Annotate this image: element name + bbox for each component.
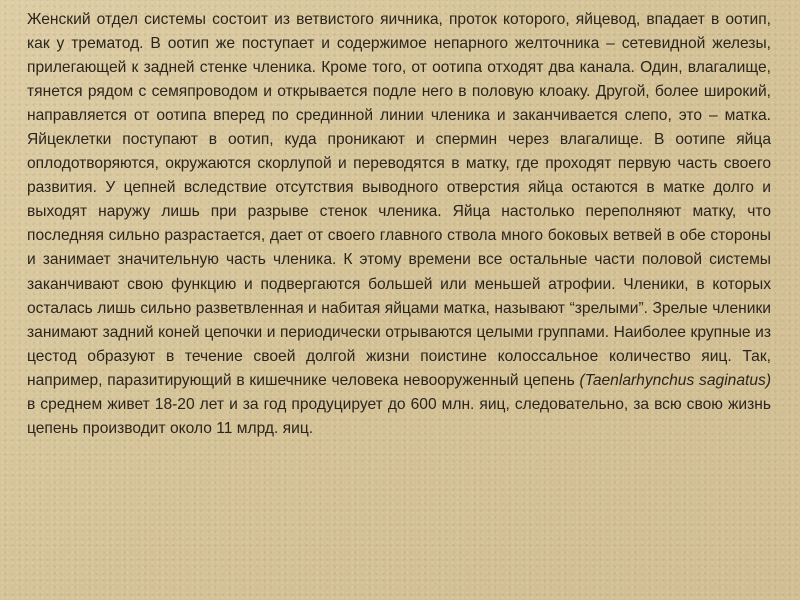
paragraph-text-part2: в среднем живет 18-20 лет и за год продуцирует до 600 млн. яиц, следовательно, за всю свою жизнь цепень производит около 11 млрд. яиц.: [27, 395, 771, 437]
paragraph-text-part1: Женский отдел системы состоит из ветвистого яичника, проток которого, яйцевод, впадает в оотип, как у трематод. В оотип же поступает и содержимое непарного желточника – сетевидной железы, прилегающей к задней стенке членика. Кроме того, от оотипа отходят два канала. Один, влагалище, тянется рядом с семяпроводом и открывается подле него в половую клоаку. Другой, более широкий, направляется от оотипа вперед по срединной линии членика и заканчивается слепо, это – матка. Яйцеклетки поступают в оотип, куда проникают и спермин через влагалище. В оотипе яйца оплодотворяются, окружаются скорлупой и переводятся в матку, где проходят первую часть своего развития. У цепней вследствие отсутствия выводного отверстия яйца остаются в матке долго и выходят наружу лишь при разрыве стенок членика. Яйца настолько переполняют матку, что последняя сильно разрастается, дает от своего главного ствола много боковых ветвей в обе стороны и занимает значительную часть членика. К этому времени все остальные части половой системы заканчивают свою функцию и подвергаются большей или меньшей атрофии. Членики, в которых осталась лишь сильно разветвленная и набитая яйцами матка, называют “зрелыми”. Зрелые членики занимают задний коней цепочки и периодически отрываются целыми группами. Наиболее крупные из цестод образуют в течение своей долгой жизни поистине колоссальное количество яиц. Так, например, паразитирующий в кишечнике человека невооруженный цепень: [27, 11, 771, 389]
latin-species-name: (Taenlarhynchus saginatus): [579, 371, 772, 389]
body-paragraph: [27, 8, 771, 441]
